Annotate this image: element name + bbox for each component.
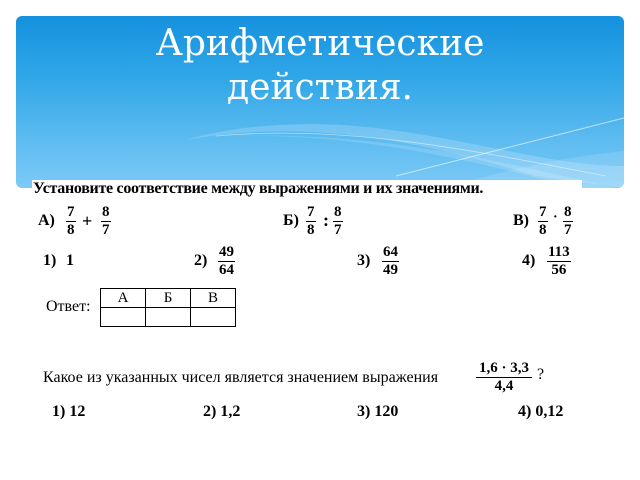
- value-1-label: 1): [43, 252, 57, 269]
- answer-cell-a[interactable]: [101, 308, 146, 327]
- answer-table-header-row: [101, 289, 236, 308]
- answer-header-c: В: [191, 289, 236, 308]
- task2-question-mark: ?: [537, 366, 545, 383]
- expr-b-label: Б): [283, 212, 299, 229]
- value-4-label: 4): [522, 252, 536, 269]
- answer-cell-b[interactable]: [146, 308, 191, 327]
- answer-table-input-row: [101, 308, 236, 327]
- expr-a-label: А): [38, 212, 55, 229]
- answer-cell-c[interactable]: [191, 308, 236, 327]
- value-2-fraction: $\frac{49}{64}$: [219, 244, 234, 278]
- task2-option-4: 4) 0,12: [518, 403, 564, 420]
- task2-option-1: 1) 12: [52, 403, 86, 420]
- expr-c-operator: ·: [553, 210, 558, 225]
- value-3-label: 3): [357, 252, 371, 269]
- expr-b-fraction-left: $\frac{7}{8}$: [307, 204, 315, 238]
- task2-expression-fraction: $\frac{1,6 \cdot 3,3}{4,4}$: [476, 361, 532, 394]
- task1-instruction: Установите соответствие между выражениями и их значениями.: [33, 180, 484, 197]
- task2-option-2: 2) 1,2: [203, 403, 241, 420]
- answer-label: Ответ:: [46, 298, 91, 315]
- answer-table: [100, 288, 236, 327]
- value-4-fraction: $\frac{113}{56}$: [548, 244, 570, 278]
- value-2-label: 2): [194, 252, 208, 269]
- expr-a-fraction-right: $\frac{8}{7}$: [102, 204, 110, 238]
- expr-c-label: В): [513, 212, 529, 229]
- expr-b-operator: :: [323, 210, 329, 230]
- expr-a-operator: +: [82, 211, 93, 231]
- value-1: 1: [66, 252, 74, 269]
- expr-c-fraction-right: $\frac{8}{7}$: [564, 204, 572, 238]
- answer-header-a: А: [101, 289, 146, 308]
- value-3-fraction: $\frac{64}{49}$: [383, 244, 398, 278]
- expr-c-fraction-left: $\frac{7}{8}$: [539, 204, 547, 238]
- answer-header-b: Б: [146, 289, 191, 308]
- slide-title-line2: действия.: [227, 67, 413, 108]
- expr-a-fraction-left: $\frac{7}{8}$: [67, 204, 75, 238]
- slide-title: [16, 22, 624, 110]
- task2-question: Какое из указанных чисел является значением выражения: [43, 369, 439, 386]
- slide-title-line1: Арифметические: [155, 23, 485, 64]
- expr-b-fraction-right: $\frac{8}{7}$: [334, 204, 342, 238]
- task2-option-3: 3) 120: [357, 403, 399, 420]
